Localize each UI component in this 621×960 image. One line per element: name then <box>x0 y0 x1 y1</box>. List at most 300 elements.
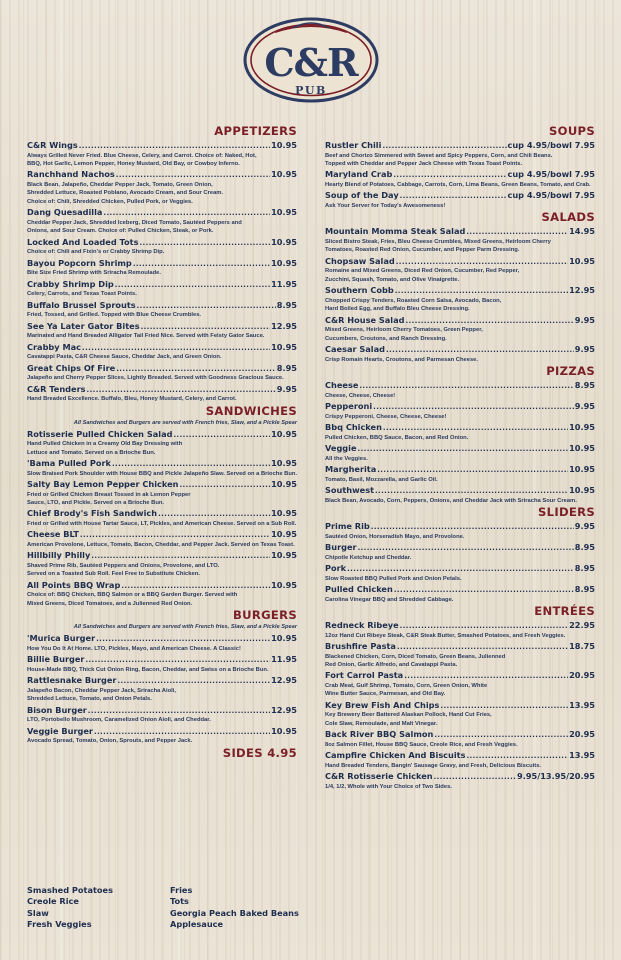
dot-leader <box>96 633 270 646</box>
menu-item-name: Veggie <box>325 443 357 454</box>
menu-item-price: cup 4.95/bowl 7.95 <box>507 140 595 150</box>
menu-item-name: Ranchhand Nachos <box>27 169 115 180</box>
menu-item-price: 10.95 <box>271 550 297 561</box>
menu-item <box>325 728 595 749</box>
menu-item-row <box>325 520 595 533</box>
menu-item-description: Sliced Bistro Steak, Fries, Bleu Cheese Crumbles, Mixed Greens, Heirloom Cherry <box>325 239 551 245</box>
section-title: SALADS <box>541 210 595 225</box>
menu-item-description: Cucumbers, Croutons, and Ranch Dressing. <box>325 335 447 342</box>
menu-item-row <box>325 255 595 268</box>
menu-item <box>325 640 595 669</box>
menu-item-description: Marinated and Hand Breaded Alligator Tail Fried Nice. Served with Feisty Gator Sauce. <box>27 333 265 340</box>
menu-item-name: Bbq Chicken <box>325 422 382 433</box>
menu-item-name: C&R House Salad <box>325 314 405 325</box>
menu-item <box>325 619 595 640</box>
dot-leader <box>466 750 568 763</box>
menu-item <box>325 583 595 604</box>
menu-item-row <box>325 379 595 392</box>
menu-item-price: 9.95/13.95/20.95 <box>517 771 595 782</box>
menu-item-row <box>27 579 297 592</box>
menu-item-description: Hand Breaded Tenders, Bangin' Sausage Gravy, and Fresh, Delicious Biscuits. <box>325 762 542 769</box>
menu-item-description: Hand Pulled Chicken in a Creamy Old Bay Dressing with <box>27 441 183 448</box>
menu-item <box>27 428 297 457</box>
menu-item-name: Dang Quesadilla <box>27 207 103 218</box>
menu-item-name: Back River BBQ Salmon <box>325 729 434 740</box>
menu-item <box>27 632 297 653</box>
menu-item <box>325 225 595 254</box>
menu-item-name: Great Chips Of Fire <box>27 362 116 373</box>
menu-section-salads <box>325 210 595 364</box>
dot-leader <box>117 675 270 688</box>
section-title: BURGERS <box>233 608 297 623</box>
menu-item-description: Onions, and Sour Cream. Choice of: Pulled Chicken, Steak, or Pork. <box>27 228 214 235</box>
dot-leader <box>358 542 574 555</box>
menu-item-name: Veggie Burger <box>27 725 93 736</box>
menu-item-row <box>27 236 297 249</box>
menu-item <box>325 139 595 168</box>
menu-item-name: Chief Brody's Fish Sandwich <box>27 508 158 519</box>
menu-item-row <box>325 139 595 152</box>
menu-item-row <box>27 653 297 666</box>
menu-item <box>325 442 595 463</box>
menu-item <box>325 520 595 541</box>
section-title: PIZZAS <box>546 364 595 379</box>
menu-item-row <box>325 583 595 596</box>
menu-item-row <box>27 299 297 312</box>
menu-item-price: 10.95 <box>569 255 595 266</box>
dot-leader <box>394 584 574 597</box>
menu-item-row <box>325 699 595 712</box>
menu-item-description: Choice of: Chili, Shredded Chicken, Pulled Pork, or Veggies. <box>27 198 193 205</box>
menu-item-price: 9.95 <box>276 383 297 394</box>
menu-item-description: Chipotle Ketchup and Cheddar. <box>325 554 412 561</box>
menu-item <box>325 400 595 421</box>
menu-item-description: Lettuce and Tomato. Served on a Brioche Bun. <box>27 449 156 456</box>
menu-item-description: Sauce, LTO, and Pickle. Served on a Brioche Bun. <box>27 500 165 507</box>
menu-item-row <box>27 320 297 333</box>
menu-item-price: 18.75 <box>569 641 595 652</box>
menu-item-name: Rustler Chili <box>325 140 382 150</box>
menu-item-price: 10.95 <box>271 236 297 247</box>
menu-section-soups <box>325 124 595 210</box>
menu-item-description: Ask Your Server for Today's Awesomeness! <box>325 203 446 209</box>
dot-leader <box>400 620 568 633</box>
menu-item <box>325 484 595 505</box>
menu-item-name: Brushfire Pasta <box>325 641 396 652</box>
menu-item-description: American Provolone, Lettuce, Tomato, Bacon, Cheddar, and Pepper Jack. Served on Texas Toast. <box>27 542 295 549</box>
dot-leader <box>103 207 270 220</box>
menu-item-price: 10.95 <box>271 458 297 469</box>
menu-item-name: Crabby Mac <box>27 341 82 352</box>
menu-item-name: Burger <box>325 542 357 553</box>
dot-leader <box>375 485 568 498</box>
menu-item-row <box>325 442 595 455</box>
menu-item <box>27 725 297 746</box>
dot-leader <box>383 422 568 435</box>
menu-item-row <box>325 669 595 682</box>
dot-leader <box>79 140 270 153</box>
section-title: APPETIZERS <box>214 124 297 138</box>
menu-item-price: 10.95 <box>271 508 297 519</box>
menu-item-name: Pork <box>325 563 347 574</box>
dot-leader <box>112 458 270 471</box>
menu-item-description: 12oz Hand Cut Ribeye Steak, C&R Steak Butter, Smashed Potatoes, and Fresh Veggies. <box>325 632 566 639</box>
menu-item <box>27 653 297 674</box>
menu-item <box>27 457 297 478</box>
dot-leader <box>173 429 270 442</box>
menu-item-price: 9.95 <box>574 401 595 412</box>
menu-item <box>27 236 297 257</box>
menu-item-row <box>325 749 595 762</box>
menu-item-name: Buffalo Brussel Sprouts <box>27 299 136 310</box>
menu-item <box>27 478 297 507</box>
menu-item-row <box>325 562 595 575</box>
menu-item-name: Bayou Popcorn Shrimp <box>27 257 132 268</box>
menu-item-description: Crispy Pepperoni, Cheese, Cheese, Cheese! <box>325 413 447 420</box>
dot-leader <box>179 479 270 492</box>
section-title: SOUPS <box>549 124 595 138</box>
menu-item-description: BBQ, Hot Garlic, Lemon Pepper, Honey Mustard, Old Bay, or Cowboy Inferno. <box>27 161 240 167</box>
menu-item-description: Jalapeño Bacon, Cheddar Pepper Jack, Sriracha Aioli, <box>27 687 176 694</box>
side-item: Smashed Potatoes <box>27 885 113 895</box>
menu-item-name: Bison Burger <box>27 704 87 715</box>
menu-item-description: 8oz Salmon Fillet, House BBQ Sauce, Creole Rice, and Fresh Veggies. <box>325 741 518 748</box>
dot-leader <box>434 729 568 742</box>
dot-leader <box>386 344 574 357</box>
dot-leader <box>371 521 574 534</box>
menu-item-row <box>325 168 595 181</box>
menu-item-price: 10.95 <box>569 443 595 454</box>
menu-item <box>27 579 297 608</box>
menu-item <box>27 278 297 299</box>
menu-item-description: Chopped Crispy Tenders, Roasted Corn Salsa, Avocado, Bacon, <box>325 297 502 304</box>
menu-item-price: 9.95 <box>574 344 595 355</box>
menu-item <box>325 189 595 210</box>
menu-item-description: Hand Breaded Excellence. Buffalo, Bleu, Honey Mustard, Celery, and Carrot. <box>27 396 237 403</box>
menu-item-name: Caesar Salad <box>325 344 385 355</box>
menu-item-price: 8.95 <box>574 542 595 553</box>
menu-item-name: Southern Cobb <box>325 285 394 296</box>
menu-item-name: See Ya Later Gator Bites <box>27 320 140 331</box>
menu-item-price: 12.95 <box>271 675 297 686</box>
menu-item <box>325 770 595 791</box>
menu-item-description: Fried or Grilled Chicken Breast Tossed in ak Lemon Pepper <box>27 491 191 498</box>
logo-emblem-icon <box>241 14 381 106</box>
menu-item-description: Fried, Tossed, and Grilled. Topped with Blue Cheese Crumbles. <box>27 312 202 319</box>
menu-item-price: 11.95 <box>271 278 297 289</box>
menu-item-price: 10.95 <box>271 428 297 439</box>
side-item: Tots <box>170 896 189 907</box>
menu-item-description: Slow Braised Pork Shoulder with House BBQ and Pickle Jalapeño Slaw. Served on a Brioche Bun. <box>27 470 297 477</box>
menu-item-description: House-Made BBQ, Thick Cut Onion Ring, Bacon, Cheddar, and Swiss on a Brioche Bun. <box>27 666 269 673</box>
menu-item-price: 10.95 <box>271 257 297 268</box>
dot-leader <box>434 771 516 784</box>
menu-item-description: Jalapeño and Cherry Pepper Slices, Lightly Breaded. Served with Goodness Gracious Sauce. <box>27 375 284 382</box>
menu-item-price: 13.95 <box>569 699 595 710</box>
dot-leader <box>382 140 506 153</box>
menu-item-price: 10.95 <box>271 479 297 490</box>
menu-item-description: Hearty Blend of Potatoes, Cabbage, Carrots, Corn, Lima Beans, Green Beans, Tomato, and Crab. <box>325 182 591 188</box>
section-subtitle: All Sandwiches and Burgers are served with French fries, Slaw, and a Pickle Spear <box>73 419 297 426</box>
menu-item <box>27 528 297 549</box>
menu-item-price: 10.95 <box>271 207 297 218</box>
menu-item <box>27 168 297 206</box>
menu-item-price: 10.95 <box>271 725 297 736</box>
menu-item-price: 10.95 <box>569 485 595 496</box>
menu-item-row <box>325 463 595 476</box>
menu-item <box>325 541 595 562</box>
menu-item-description: Shaved Prime Rib, Sautéed Peppers and Onions, Provolone, and LTO. <box>27 563 220 570</box>
side-item: Fresh Veggies <box>27 919 92 930</box>
menu-item-row <box>27 257 297 270</box>
menu-column-left <box>27 124 297 761</box>
menu-item-description: 1/4, 1/2, Whole with Your Choice of Two Sides. <box>325 783 452 790</box>
menu-item-description: Cheese, Cheese, Cheese! <box>325 392 396 399</box>
menu-item-row <box>27 674 297 687</box>
menu-item <box>27 257 297 278</box>
menu-item-name: Billie Burger <box>27 654 85 665</box>
menu-item-name: Rattlesnake Burger <box>27 675 117 686</box>
menu-section-pizzas <box>325 364 595 505</box>
menu-item-description: Cavatappi Pasta, C&R Cheese Sauce, Cheddar Jack, and Green Onion. <box>27 354 222 361</box>
menu-item-description: Black Bean, Avocado, Corn, Peppers, Onions, and Cheddar Jack with Sriracha Sour Cream. <box>325 497 577 504</box>
menu-item-row <box>27 704 297 717</box>
menu-item-description: Choice of: BBQ Chicken, BBQ Salmon or a BBQ Garden Burger. Served with <box>27 592 238 599</box>
menu-item-price: 10.95 <box>271 529 297 540</box>
dot-leader <box>85 654 270 667</box>
menu-item-row <box>27 632 297 645</box>
dot-leader <box>397 641 568 654</box>
menu-item-description: Crab Meat, Gulf Shrimp, Tomato, Corn, Green Onion, White <box>325 683 488 690</box>
menu-item-row <box>27 457 297 470</box>
menu-item-name: Locked And Loaded Tots <box>27 236 139 247</box>
menu-item-row <box>27 362 297 375</box>
menu-item-row <box>325 314 595 327</box>
menu-item-row <box>325 484 595 497</box>
menu-item-description: Topped with Cheddar and Pepper Jack Cheese with Texas Toast Points. <box>325 161 523 167</box>
menu-item-price: 10.95 <box>569 422 595 433</box>
menu-item-name: Chopsaw Salad <box>325 255 395 266</box>
pub-logo <box>241 14 381 106</box>
section-title: SIDES 4.95 <box>222 745 297 760</box>
menu-item <box>27 341 297 362</box>
menu-item <box>27 139 297 168</box>
menu-item <box>325 343 595 364</box>
menu-section-entr-es <box>325 604 595 791</box>
menu-item <box>27 362 297 383</box>
menu-item-name: Pepperoni <box>325 401 373 412</box>
menu-item-description: Romaine and Mixed Greens, Diced Red Onion, Cucumber, Red Pepper, <box>325 268 520 275</box>
menu-item-description: Hard Boiled Egg, and Buffalo Bleu Cheese Dressing. <box>325 306 470 313</box>
menu-item-description: Cheddar Pepper Jack, Shredded Iceberg, Diced Tomato, Sautéed Peppers and <box>27 219 242 226</box>
section-title: ENTRÉES <box>534 604 595 619</box>
menu-item-price: 10.95 <box>569 464 595 475</box>
menu-item-description: Shredded Lettuce, Roasted Poblano, Avocado Cream, and Sour Cream. <box>27 190 224 197</box>
dot-leader <box>359 380 573 393</box>
menu-item <box>27 549 297 578</box>
dot-leader <box>373 401 574 414</box>
menu-item-row <box>325 421 595 434</box>
menu-item-row <box>325 640 595 653</box>
menu-item <box>325 168 595 189</box>
menu-item-row <box>27 478 297 491</box>
menu-item-description: LTO, Portobello Mushroom, Caramelized Onion Aioli, and Cheddar. <box>27 717 211 724</box>
menu-item-name: Crabby Shrimp Dip <box>27 278 114 289</box>
menu-item <box>27 299 297 320</box>
dot-leader <box>115 279 270 292</box>
menu-item <box>325 699 595 728</box>
side-item: Slaw <box>27 907 49 918</box>
menu-item-name: 'Bama Pulled Pork <box>27 458 111 469</box>
menu-item-row <box>325 728 595 741</box>
menu-item-description: Celery, Carrots, and Texas Toast Points. <box>27 291 137 298</box>
menu-item-description: Crisp Romain Hearts, Croutons, and Parmesan Cheese. <box>325 356 479 363</box>
menu-item <box>325 284 595 313</box>
menu-item-row <box>27 168 297 181</box>
menu-item-price: 22.95 <box>569 620 595 631</box>
menu-item <box>27 704 297 725</box>
menu-item-description: Red Onion, Garlic Alfredo, and Cavatappi Pasta. <box>325 662 458 669</box>
menu-item-price: cup 4.95/bowl 7.95 <box>507 190 595 201</box>
menu-item-name: Cheese <box>325 380 359 391</box>
menu-item-price: 12.95 <box>569 285 595 296</box>
menu-item-row <box>325 189 595 202</box>
menu-item-name: C&R Rotisserie Chicken <box>325 771 433 782</box>
menu-item-name: Cheese BLT <box>27 529 79 540</box>
menu-item-description: Wine Butter Sauce, Parmesan, and Old Bay. <box>325 691 446 698</box>
menu-item-row <box>27 549 297 562</box>
menu-item-row <box>325 541 595 554</box>
menu-item-description: Always Grilled Never Fried. Blue Cheese, Celery, and Carrot. Choice of: Naked, Hot, <box>27 152 257 159</box>
menu-item-price: 10.95 <box>271 633 297 644</box>
menu-section-sandwiches <box>27 404 297 609</box>
menu-item <box>27 320 297 341</box>
menu-item <box>27 507 297 528</box>
menu-item-price: 10.95 <box>271 579 297 590</box>
menu-item-description: Mixed Greens, Diced Tomatoes, and a Julienned Red Onion. <box>27 600 193 607</box>
menu-item-name: Margherita <box>325 464 377 475</box>
menu-item-price: 9.95 <box>574 521 595 532</box>
menu-item-description: Mixed Greens, Heirloom Cherry Tomatoes, Green Pepper, <box>325 327 483 334</box>
side-item: Applesauce <box>170 919 224 930</box>
side-item: Fries <box>170 885 193 895</box>
menu-item-description: Slow Roasted BBQ Pulled Pork and Onion Petals. <box>325 575 462 582</box>
menu-section-sides-4-95 <box>27 746 297 761</box>
menu-item-row <box>27 528 297 541</box>
menu-item-price: 9.95 <box>574 314 595 325</box>
dot-leader <box>377 464 568 477</box>
menu-item-row <box>325 284 595 297</box>
menu-item-price: 12.95 <box>271 320 297 331</box>
menu-item-name: C&R Wings <box>27 140 78 150</box>
menu-item <box>27 674 297 703</box>
section-subtitle: All Sandwiches and Burgers are served with French fries, Slaw, and a Pickle Spear <box>73 624 297 631</box>
menu-section-sliders <box>325 505 595 604</box>
menu-item-price: 20.95 <box>569 729 595 740</box>
menu-item-name: Maryland Crab <box>325 169 393 180</box>
menu-section-appetizers <box>27 124 297 404</box>
menu-item-name: Redneck Ribeye <box>325 620 399 631</box>
menu-item <box>27 206 297 235</box>
menu-item-description: All the Veggies. <box>325 455 368 462</box>
menu-item-price: 8.95 <box>574 584 595 595</box>
menu-item-row <box>27 507 297 520</box>
menu-item-price: 12.95 <box>271 704 297 715</box>
menu-item-name: Key Brew Fish And Chips <box>325 699 440 710</box>
menu-item <box>325 669 595 698</box>
logo-mark: C&R <box>264 40 358 85</box>
menu-item-description: Carolina Vinegar BBQ and Shredded Cabbage. <box>325 596 454 603</box>
menu-item-name: 'Murica Burger <box>27 633 96 644</box>
menu-item-description: Black Bean, Jalapeño, Cheddar Pepper Jack, Tomato, Green Onion, <box>27 182 213 188</box>
menu-item <box>325 421 595 442</box>
menu-item-row <box>325 400 595 413</box>
menu-item-description: Shredded Lettuce, Tomato, and Onion Petals. <box>27 696 152 703</box>
menu-item <box>325 314 595 343</box>
menu-item-name: Campfire Chicken And Biscuits <box>325 750 466 761</box>
menu-item-name: Prime Rib <box>325 521 370 532</box>
menu-column-right <box>325 124 595 791</box>
side-item: Creole Rice <box>27 896 79 907</box>
logo-sub: PUB <box>295 84 327 97</box>
menu-item-name: All Points BBQ Wrap <box>27 579 121 590</box>
menu-item-description: Cole Slaw, Remoulade, and Malt Vinegar. <box>325 720 438 727</box>
menu-item <box>27 383 297 404</box>
menu-item-price: 8.95 <box>276 362 297 373</box>
menu-item-row <box>325 619 595 632</box>
menu-item-description: Zucchini, Squash, Tomato, and Olive Vinaigrette. <box>325 276 460 283</box>
menu-item <box>325 255 595 284</box>
menu-item-price: 10.95 <box>271 341 297 352</box>
menu-item-description: How You Do It At Home. LTO, Pickles, Mayo, and American Cheese. A Classic! <box>27 645 241 652</box>
menu-item-row <box>27 725 297 738</box>
menu-item-name: Soup of the Day <box>325 190 399 201</box>
menu-item-price: 10.95 <box>271 140 297 150</box>
menu-item-row <box>325 343 595 356</box>
menu-item-price: 8.95 <box>574 563 595 574</box>
menu-item-row <box>325 770 595 783</box>
menu-item <box>325 562 595 583</box>
menu-item-description: Avocado Spread, Tomato, Onion, Sprouts, and Pepper Jack. <box>27 738 193 745</box>
dot-leader <box>358 443 569 456</box>
dot-leader <box>395 285 568 298</box>
menu-item-description: Tomato, Basil, Mozzarella, and Garlic Oil. <box>325 476 438 483</box>
menu-item-description: Fried or Grilled with House Tartar Sauce, LT, Pickles, and American Cheese. Served on a Sub Roll. <box>27 521 297 528</box>
dot-leader <box>347 563 574 576</box>
menu-item-price: 10.95 <box>271 169 297 180</box>
menu-item-price: 14.95 <box>569 226 595 237</box>
menu-item-row <box>27 206 297 219</box>
menu-item-description: Choice of: Chili and Fixin's or Crabby Shrimp Dip. <box>27 249 165 256</box>
menu-item-price: 8.95 <box>276 299 297 310</box>
menu-item <box>325 749 595 770</box>
menu-item-description: Sautéed Onion, Horseradish Mayo, and Provolone. <box>325 533 465 540</box>
menu-item-name: Salty Bay Lemon Pepper Chicken <box>27 479 179 490</box>
menu-item-name: Pulled Chicken <box>325 584 393 595</box>
menu-item-description: Beef and Chorizo Simmered with Sweet and Spicy Peppers, Corn, and Chili Beans. <box>325 152 553 159</box>
menu-item-name: Hillbilly Philly <box>27 550 91 561</box>
menu-item-price: 13.95 <box>569 750 595 761</box>
section-title: SANDWICHES <box>205 403 297 418</box>
menu-item-description: Served on a Toasted Sub Roll. Feel Free to Substitute Chicken. <box>27 571 200 578</box>
menu-item-row <box>325 225 595 238</box>
menu-item-name: Fort Carrol Pasta <box>325 670 404 681</box>
menu-item-row <box>27 278 297 291</box>
menu-item-row <box>27 383 297 396</box>
menu-item-description: Bite Size Fried Shrimp with Sriracha Remoulade. <box>27 270 162 277</box>
section-title: SLIDERS <box>538 505 595 520</box>
menu-item-name: Rotisserie Pulled Chicken Salad <box>27 428 173 439</box>
